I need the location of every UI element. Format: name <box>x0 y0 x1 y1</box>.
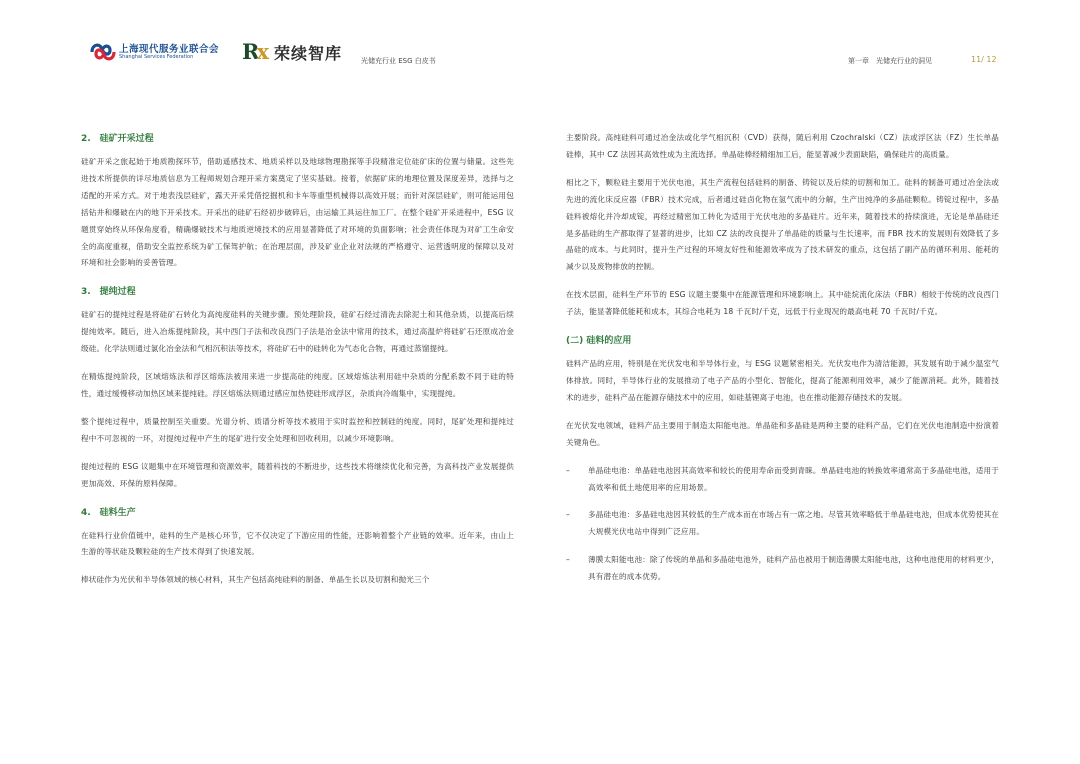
list-item <box>566 507 999 541</box>
paragraph: 在技术层面，硅料生产环节的 ESG 议题主要集中在能源管理和环境影响上。其中硅烷流化床法（FBR）相较于传统的改良西门子法，能显著降低能耗和成本，其综合电耗为 18 千瓦时/千克，远低于行业现况的最高电耗 70 千瓦时/千克。 <box>566 290 999 317</box>
page-number: 11/ 12 <box>971 55 997 64</box>
left-column <box>81 130 514 589</box>
paragraph: 整个提纯过程中，质量控制至关重要。光谱分析、质谱分析等技术被用于实时监控和控制硅的纯度。同时，尾矿处理和提纯过程中不可忽视的一环，对提纯过程中产生的尾矿进行安全处理和回收利用，以减少环境影响。 <box>81 416 514 443</box>
paragraph: 主要阶段。高纯硅料可通过冶金法或化学气相沉积（CVD）获得，随后利用 Czochralski（CZ）法或浮区法（FZ）生长单晶硅棒，其中 CZ 法因其高效性成为主流选择。单晶硅棒经精细加工后，能显著减少表面缺陷，确保硅片的高质量。 <box>566 133 999 159</box>
paragraph: 棒状硅作为光伏和半导体领域的核心材料，其生产包括高纯硅料的制备、单晶生长以及切割和抛光三个 <box>81 575 430 585</box>
paragraph: 在精炼提纯阶段，区域熔炼法和浮区熔炼法被用来进一步提高硅的纯度。区域熔炼法利用硅中杂质的分配系数不同于硅的特性，通过缓慢移动加热区域来提纯硅。浮区熔炼法则通过感应加热使硅形成浮区，杂质向冷端集中，实现提纯。 <box>81 372 514 398</box>
list-item-text: 薄膜太阳能电池：除了传统的单晶和多晶硅电池外，硅料产品也被用于制造薄膜太阳能电池，这种电池使用的材料更少，具有潜在的成本优势。 <box>588 555 999 582</box>
section-heading-production: 4. 硅料生产 <box>81 507 136 518</box>
section-heading-purification: 3. 提纯过程 <box>81 287 136 298</box>
paragraph: 在硅料行业价值链中，硅料的生产是核心环节，它不仅决定了下游应用的性能，还影响着整个产业链的效率。近年来，由山上生游的等状硅及颗粒硅的生产技术得到了快速发展。 <box>81 530 514 557</box>
page-header <box>0 0 1080 110</box>
section-heading-application: (二) 硅料的应用 <box>566 336 632 347</box>
paragraph: 硅矿石的提纯过程是将硅矿石转化为高纯度硅料的关键步骤。预处理阶段，硅矿石经过清洗去除泥土和其他杂质，以提高后续提纯效率。随后，进入冶炼提纯阶段，其中西门子法和改良西门子法是冶金法中常用的技术，通过高温炉将硅矿石还原成冶金级硅。化学法则通过氯化冶金法和气相沉积法等技术，将硅矿石中的硅转化为气态化合物，再通过蒸馏提纯。 <box>81 310 514 354</box>
paragraph: 硅料产品的应用，特别是在光伏发电和半导体行业，与 ESG 议题紧密相关。光伏发电作为清洁能源，其发展有助于减少温室气体排放。同时，半导体行业的发展推动了电子产品的小型化、智能化，提高了能源利用效率，减少了能源消耗。此外，随着技术的进步，硅料产品在能源存储技术中的应用，如硅基锂离子电池，也在推动能源存储技术的发展。 <box>566 359 999 402</box>
paragraph: 硅矿开采之旅起始于地质勘探环节，借助遥感技术、地质采样以及地球物理勘探等手段精准定位硅矿床的位置与储量。这些先进技术所提供的详尽地质信息为工程师规划合理开采方案奠定了坚实基础。接着，依据矿床的地理位置及深度差异，选择与之适配的开采方式。对于地表浅层硅矿，露天开采凭借挖掘机和卡车等重型机械得以高效开展；而针对深层硅矿，则可能运用包括钻井和爆破在内的地下开采技术。开采出的硅矿石经初步破碎后，由运输工具运往加工厂。在整个硅矿开采进程中，ESG 议题贯穿始终从环保角度看，精确爆破技术与地质逆境技术的应用显著降低了对环境的负面影响；社会责任体现为对矿工生命安全的高度重视，借助安全监控系统为矿工保驾护航；在治理层面，涉及矿业企业对法规的严格遵守、运营透明度的保障以及对环境和社会影响的妥善管理。 <box>81 157 514 268</box>
section-heading-mining: 2. 硅矿开采过程 <box>81 134 154 144</box>
paragraph: 提纯过程的 ESG 议题集中在环境管理和资源效率，随着科技的不断进步，这些技术将继续优化和完善，为高科技产业发展提供更加高效、环保的原料保障。 <box>81 461 514 488</box>
list-item-text: 单晶硅电池：单晶硅电池因其高效率和较长的使用寿命而受到青睐。单晶硅电池的转换效率通常高于多晶硅电池，适用于高效率和低土地使用率的应用场景。 <box>588 465 999 492</box>
org1-name-en: Shanghai Services Federation <box>119 54 194 60</box>
rx-logo <box>242 39 352 65</box>
dash-icon: – <box>566 510 570 520</box>
ssf-logo-icon <box>88 40 118 64</box>
chapter-title: 第一章 光储充行业的洞见 <box>848 57 932 65</box>
list-item <box>566 463 999 497</box>
list-item-text: 多晶硅电池：多晶硅电池因其较低的生产成本而在市场占有一席之地。尽管其效率略低于单晶硅电池，但成本优势使其在大规模光伏电站中得到广泛应用。 <box>588 510 999 537</box>
org1-name: 上海现代服务业联合会 <box>119 44 220 55</box>
list-item <box>566 552 999 586</box>
ssf-logo <box>88 40 233 64</box>
bullet-list <box>566 463 999 586</box>
org2-name: 荣续智库 <box>274 44 343 63</box>
dash-icon: – <box>566 555 570 565</box>
paragraph: 在光伏发电领域，硅料产品主要用于制造太阳能电池。单晶硅和多晶硅是两种主要的硅料产品，它们在光伏电池制造中扮演着关键角色。 <box>566 420 999 447</box>
dash-icon: – <box>566 465 570 475</box>
paragraph: 相比之下，颗粒硅主要用于光伏电池，其生产流程包括硅料的制备、铸锭以及后续的切割和加工。硅料的制备可通过冶金法或先进的流化床反应器（FBR）技术完成，后者通过硅卤化物在氢气流中的分解，生产出纯净的多晶硅颗粒。铸锭过程中，多晶硅料被熔化并冷却成锭，再经过精密加工转化为适用于光伏电池的多晶硅片。近年来，随着技术的持续演进，无论是单晶硅还是多晶硅的生产都取得了显著的进步，比如 CZ 法的改良提升了单晶硅的质量与生长速率，而 FBR 技术的发展则有效降低了多晶硅的成本。与此同时，提升生产过程的环境友好性和能源效率成为了技术研发的重点，这包括了副产品的循环利用、能耗的减少以及废物排放的控制。 <box>566 177 999 272</box>
document-title: 光储充行业 ESG 白皮书 <box>361 57 436 65</box>
right-column <box>566 130 999 586</box>
rx-logo-mark: Rx <box>242 39 266 64</box>
